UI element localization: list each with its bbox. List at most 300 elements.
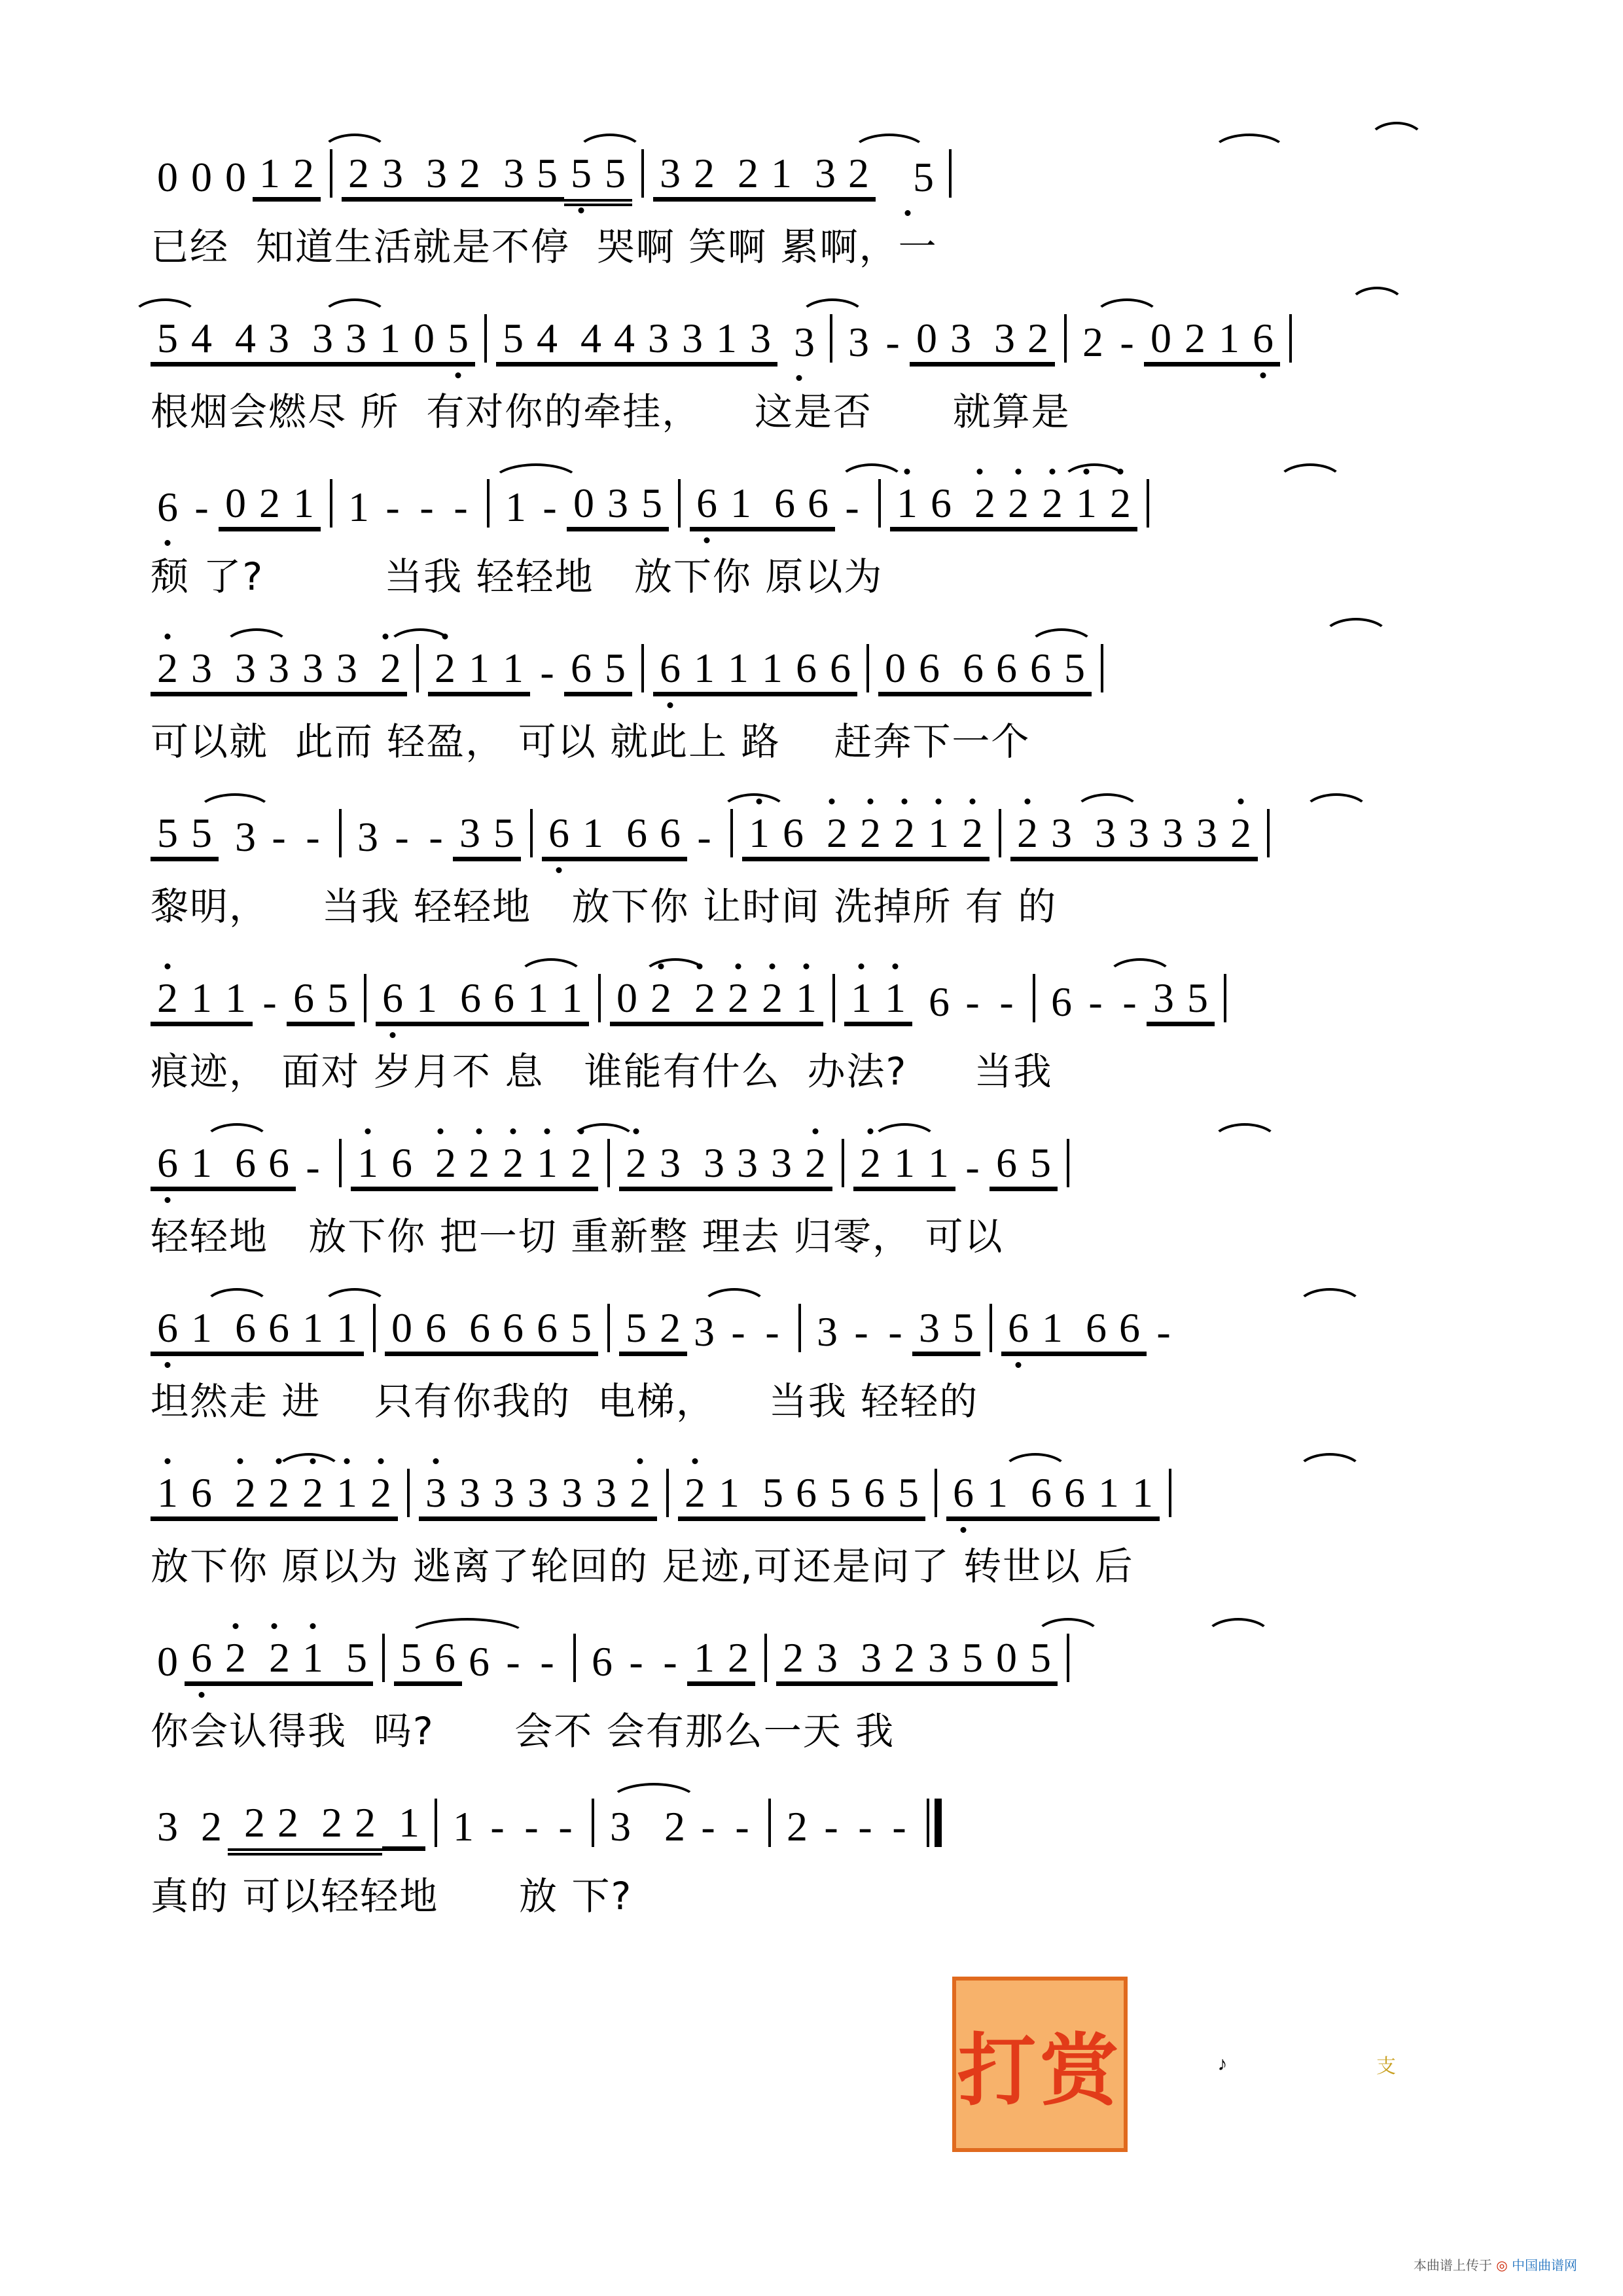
footer-prefix: 本曲谱上传于 <box>1413 2257 1492 2273</box>
note: 3 <box>817 1308 838 1355</box>
barline <box>435 1799 437 1847</box>
note: 6 <box>990 1139 1024 1191</box>
note: 6 <box>219 1139 262 1191</box>
note: 3 <box>296 314 339 367</box>
note: 2 <box>887 809 921 861</box>
note: 2 <box>1103 479 1137 531</box>
barline <box>339 809 342 857</box>
note: 1 <box>844 974 878 1026</box>
note: - <box>506 1638 520 1685</box>
note: 1 <box>1069 479 1103 531</box>
donate-button[interactable] <box>952 1977 1128 2152</box>
note: 3 <box>157 1803 178 1850</box>
note: 0 <box>191 154 212 200</box>
note: 1 <box>921 809 955 861</box>
note: - <box>395 814 409 860</box>
note: - <box>540 649 554 695</box>
note: 3 <box>675 314 709 367</box>
note: 6 <box>924 479 958 531</box>
note: 6 <box>487 974 521 1026</box>
note: - <box>858 1803 872 1850</box>
note: 6 <box>1014 1469 1058 1521</box>
barline <box>764 1634 767 1682</box>
note: - <box>1122 978 1137 1025</box>
note: 1 <box>1212 314 1246 367</box>
barline <box>641 644 644 692</box>
barline <box>1067 1634 1069 1682</box>
note: 5 <box>496 314 530 367</box>
note: - <box>306 814 320 860</box>
note: - <box>454 484 468 530</box>
note: 2 <box>190 1803 222 1850</box>
note: 2 <box>810 809 853 861</box>
note: 1 <box>789 974 823 1026</box>
note: 1 <box>505 484 526 530</box>
score-line <box>124 131 1505 268</box>
note: 5 <box>823 1469 857 1521</box>
note: 3 <box>764 1139 798 1191</box>
note: 5 <box>1024 1634 1058 1686</box>
note: 3 <box>912 1304 946 1356</box>
notation-row <box>124 461 1505 539</box>
note: 6 <box>690 479 724 531</box>
note: - <box>888 1308 902 1355</box>
note: 1 <box>712 1469 746 1521</box>
barline <box>730 809 733 857</box>
note: 6 <box>219 1304 262 1356</box>
final-barline <box>927 1799 942 1847</box>
note: 6 <box>151 1304 185 1356</box>
note: 2 <box>1035 479 1069 531</box>
note: 0 <box>157 1638 178 1685</box>
note: 3 <box>357 814 378 860</box>
note: 3 <box>339 314 373 367</box>
note: 6 <box>262 1304 296 1356</box>
lyrics-row: 坦然走 进 只有你我的 电梯， 当我 轻轻的 <box>151 1379 979 1424</box>
slur-icon <box>1368 122 1425 141</box>
note: 3 <box>487 1469 521 1521</box>
note: 2 <box>1001 479 1035 531</box>
note: 1 <box>687 1634 721 1686</box>
note: 6 <box>287 974 321 1026</box>
note: 2 <box>721 974 755 1026</box>
note: 2 <box>776 1634 810 1686</box>
note: 2 <box>462 1139 496 1191</box>
note: 6 <box>419 1304 453 1356</box>
barline <box>573 1634 576 1682</box>
note: 1 <box>462 644 496 696</box>
lyrics-row: 颓 了? 当我 轻轻地 放下你 原以为 <box>151 554 883 599</box>
note: 3 <box>641 314 675 367</box>
note: 1 <box>185 1139 219 1191</box>
notation-row <box>124 791 1505 869</box>
barline <box>1064 314 1067 363</box>
lyrics-row: 已经 知道生活就是不停 哭啊 笑啊 累啊，一 <box>151 224 938 269</box>
barline <box>1101 644 1103 692</box>
note: 2 <box>623 1469 657 1521</box>
note: 2 <box>219 1469 262 1521</box>
note: 1 <box>348 484 369 530</box>
note: 2 <box>496 1139 530 1191</box>
note: 5 <box>619 1304 653 1356</box>
note: 1 <box>330 1469 364 1521</box>
note: 3 <box>610 1803 631 1850</box>
note: 0 <box>407 314 441 367</box>
note: 1 <box>351 1139 385 1191</box>
note: 3 <box>1044 809 1079 861</box>
note: 3 <box>978 314 1021 367</box>
notation-row <box>124 296 1505 374</box>
note: 2 <box>342 149 376 202</box>
note: 1 <box>530 1139 564 1191</box>
note: 2 <box>1082 319 1103 365</box>
note: 6 <box>262 1139 296 1191</box>
note: - <box>663 1638 677 1685</box>
note: - <box>965 978 980 1025</box>
notation-row <box>124 1780 1505 1859</box>
note: 3 <box>687 1139 730 1191</box>
score-line <box>124 956 1505 1093</box>
barline <box>330 479 332 528</box>
note: 5 <box>598 149 632 202</box>
note: 6 <box>592 1638 613 1685</box>
notation-row <box>124 1450 1505 1529</box>
note: 1 <box>496 644 530 696</box>
donate-button-label: 打赏 <box>957 2026 1122 2117</box>
note: - <box>540 1638 554 1685</box>
slur-icon <box>1348 287 1406 306</box>
barline <box>678 479 681 528</box>
barline <box>607 1304 610 1352</box>
note: 1 <box>878 974 912 1026</box>
note: 2 <box>842 149 876 202</box>
lyrics-row: 黎明， 当我 轻轻地 放下你 让时间 洗掉所 有 的 <box>151 884 1058 929</box>
note: 1 <box>382 1799 425 1851</box>
note: 3 <box>521 1469 555 1521</box>
alipay-qr-center: 支 <box>1371 2049 1401 2079</box>
barline <box>830 314 832 363</box>
footer-separator: ◎ <box>1496 2257 1508 2273</box>
note: 3 <box>262 644 296 696</box>
note: - <box>824 1803 838 1850</box>
note: 1 <box>219 974 253 1026</box>
barline <box>1169 1469 1171 1517</box>
note: 2 <box>219 1634 253 1686</box>
note: - <box>845 484 859 530</box>
note: 6 <box>376 974 410 1026</box>
note: 4 <box>564 314 607 367</box>
note: 2 <box>564 1139 598 1191</box>
note: 6 <box>185 1469 219 1521</box>
note: 5 <box>394 1634 428 1686</box>
lyrics-row: 痕迹， 面对 岁月不 息 谁能有什么 办法? 当我 <box>151 1049 1053 1094</box>
note: 6 <box>946 644 990 696</box>
note: 3 <box>1156 809 1190 861</box>
note: 2 <box>253 479 287 531</box>
note: - <box>765 1308 779 1355</box>
note: 5 <box>955 1634 990 1686</box>
note: 5 <box>598 644 632 696</box>
note: 1 <box>887 1139 921 1191</box>
note: 5 <box>1058 644 1092 696</box>
note: 6 <box>444 974 487 1026</box>
note: 6 <box>990 644 1024 696</box>
note: 5 <box>530 149 564 202</box>
note: 2 <box>253 1634 296 1686</box>
note: 5 <box>635 479 669 531</box>
note: 3 <box>694 1308 715 1355</box>
note: 5 <box>330 1634 373 1686</box>
note: 5 <box>564 149 598 202</box>
note: 6 <box>385 1139 419 1191</box>
note: 0 <box>225 154 246 200</box>
notation-row <box>124 1285 1505 1364</box>
barline <box>1289 314 1292 363</box>
note: 5 <box>321 974 355 1026</box>
barline <box>832 974 835 1022</box>
lyrics-row: 真的 可以轻轻地 放 下? <box>151 1874 633 1918</box>
note: 5 <box>564 1304 598 1356</box>
note: 3 <box>555 1469 589 1521</box>
note: 2 <box>798 1139 832 1191</box>
note: 2 <box>721 1634 755 1686</box>
note: 3 <box>730 1139 764 1191</box>
note: 2 <box>271 1799 305 1851</box>
note: 4 <box>607 314 641 367</box>
notation-row <box>124 131 1505 209</box>
wechat-pay-qr-center: ♪ <box>1207 2049 1238 2079</box>
note: 3 <box>601 479 635 531</box>
note: 2 <box>787 1803 808 1850</box>
note: 5 <box>876 153 940 202</box>
note: 1 <box>755 644 789 696</box>
barline <box>530 809 533 857</box>
score-line <box>124 1285 1505 1423</box>
lyrics-row: 根烟会燃尽 所 有对你的牵挂， 这是否 就算是 <box>151 389 1071 434</box>
note: 3 <box>921 1634 955 1686</box>
note: 6 <box>1058 1469 1092 1521</box>
barline <box>364 974 366 1022</box>
barline <box>330 149 332 198</box>
barline <box>768 1799 771 1847</box>
note: 6 <box>653 644 687 696</box>
note: 6 <box>946 1469 980 1521</box>
note: 2 <box>287 149 321 202</box>
note: - <box>490 1803 505 1850</box>
score-line <box>124 791 1505 928</box>
score-line <box>124 1780 1505 1918</box>
note: 5 <box>891 1469 925 1521</box>
note: 2 <box>955 809 990 861</box>
note: 2 <box>653 1304 687 1356</box>
note: 3 <box>410 149 453 202</box>
note: 2 <box>262 1469 296 1521</box>
note: 6 <box>469 1638 490 1685</box>
barline <box>949 149 952 198</box>
note: 1 <box>185 974 219 1026</box>
note: 5 <box>487 809 521 861</box>
barline <box>798 1304 801 1352</box>
note: 6 <box>653 809 687 861</box>
slur-icon <box>1322 618 1390 637</box>
note: 2 <box>453 149 487 202</box>
note: 3 <box>1190 809 1224 861</box>
score-line <box>124 461 1505 598</box>
note: - <box>558 1803 573 1850</box>
note: 1 <box>287 479 321 531</box>
note: 1 <box>185 1304 219 1356</box>
note: 1 <box>453 1803 474 1850</box>
footer-site-name[interactable]: 中国曲谱网 <box>1512 2257 1577 2273</box>
note: 3 <box>653 1139 687 1191</box>
note: 2 <box>305 1799 348 1851</box>
note: 3 <box>185 644 219 696</box>
note: 1 <box>764 149 798 202</box>
note: 2 <box>619 1139 653 1191</box>
note: 6 <box>530 1304 564 1356</box>
note: 6 <box>1113 1304 1147 1356</box>
note: 1 <box>521 974 555 1026</box>
barline <box>382 1634 385 1682</box>
barline <box>607 1139 610 1187</box>
note: - <box>419 484 434 530</box>
note: - <box>524 1803 539 1850</box>
note: 3 <box>848 319 869 365</box>
note: 1 <box>980 1469 1014 1521</box>
note: 2 <box>1021 314 1055 367</box>
note: 1 <box>373 314 407 367</box>
note: - <box>429 814 443 860</box>
note: 4 <box>219 314 262 367</box>
note: - <box>885 319 900 365</box>
note: 2 <box>296 1469 330 1521</box>
note: 0 <box>610 974 644 1026</box>
note: 1 <box>742 809 776 861</box>
note: 2 <box>958 479 1001 531</box>
barline <box>1147 479 1149 528</box>
note: - <box>385 484 400 530</box>
barline <box>416 644 419 692</box>
alipay-qr[interactable] <box>1317 1996 1455 2133</box>
barline <box>999 809 1001 857</box>
lyrics-row: 放下你 原以为 逃离了轮回的 足迹,可还是问了 转世以 后 <box>151 1544 1134 1588</box>
note: 1 <box>151 1469 185 1521</box>
note: 6 <box>453 1304 496 1356</box>
barline <box>1267 809 1270 857</box>
note: 3 <box>844 1634 887 1686</box>
note: 6 <box>823 644 857 696</box>
note: 6 <box>776 809 810 861</box>
note: 1 <box>410 974 444 1026</box>
note: 2 <box>887 1634 921 1686</box>
note: 0 <box>990 1634 1024 1686</box>
note: 1 <box>1126 1469 1160 1521</box>
note: 1 <box>890 479 924 531</box>
note: 3 <box>1147 974 1181 1026</box>
note: 3 <box>1079 809 1122 861</box>
note: 6 <box>151 1139 185 1191</box>
note: - <box>194 484 209 530</box>
notation-row <box>124 1121 1505 1199</box>
note: 1 <box>687 644 721 696</box>
note: 3 <box>798 149 842 202</box>
barline <box>339 1139 342 1187</box>
note: - <box>735 1803 749 1850</box>
note: 0 <box>910 314 944 367</box>
note: 2 <box>1178 314 1212 367</box>
note: 3 <box>487 149 530 202</box>
note: - <box>543 484 557 530</box>
barline <box>592 1799 594 1847</box>
note: 1 <box>921 1139 955 1191</box>
note: 1 <box>555 974 589 1026</box>
barline <box>373 1304 376 1352</box>
note: 6 <box>918 978 950 1025</box>
note: 6 <box>789 644 823 696</box>
barline <box>641 149 644 198</box>
note: 6 <box>428 1634 462 1686</box>
score-line <box>124 1615 1505 1753</box>
note: 6 <box>185 1634 219 1686</box>
note: 3 <box>743 314 777 367</box>
note: 3 <box>777 318 821 367</box>
note: 5 <box>441 314 475 367</box>
note: 3 <box>944 314 978 367</box>
note: 3 <box>376 149 410 202</box>
note: 2 <box>644 974 678 1026</box>
note: 6 <box>564 644 598 696</box>
note: 3 <box>653 149 687 202</box>
barline <box>1224 974 1226 1022</box>
donate-section <box>952 1977 1455 2152</box>
notation-row <box>124 956 1505 1034</box>
barline <box>990 1304 992 1352</box>
note: 3 <box>224 814 256 860</box>
note: 1 <box>1035 1304 1069 1356</box>
note: - <box>731 1308 745 1355</box>
note: 2 <box>364 1469 398 1521</box>
barline <box>407 1469 410 1517</box>
score-line <box>124 1450 1505 1588</box>
note: 6 <box>758 479 801 531</box>
note: 0 <box>878 644 912 696</box>
barline <box>1033 974 1035 1022</box>
note: 4 <box>185 314 219 367</box>
note: 2 <box>721 149 764 202</box>
note: 3 <box>1122 809 1156 861</box>
note: 2 <box>643 1803 685 1850</box>
barline <box>878 479 881 528</box>
barline <box>935 1469 937 1517</box>
note: 5 <box>151 314 185 367</box>
note: 1 <box>576 809 610 861</box>
note: 2 <box>755 974 789 1026</box>
note: 1 <box>721 644 755 696</box>
lyrics-row: 轻轻地 放下你 把一切 重新整 理去 归零， 可以 <box>151 1214 1004 1259</box>
barline <box>484 314 487 363</box>
note: 2 <box>1010 809 1044 861</box>
wechat-pay-qr[interactable] <box>1154 1996 1291 2133</box>
note: 4 <box>530 314 564 367</box>
note: 2 <box>1224 809 1258 861</box>
note: 2 <box>678 974 721 1026</box>
note: 3 <box>296 644 330 696</box>
note: 6 <box>789 1469 823 1521</box>
note: 1 <box>253 149 287 202</box>
note: - <box>1088 978 1103 1025</box>
note: 1 <box>330 1304 364 1356</box>
notation-row <box>124 1615 1505 1694</box>
